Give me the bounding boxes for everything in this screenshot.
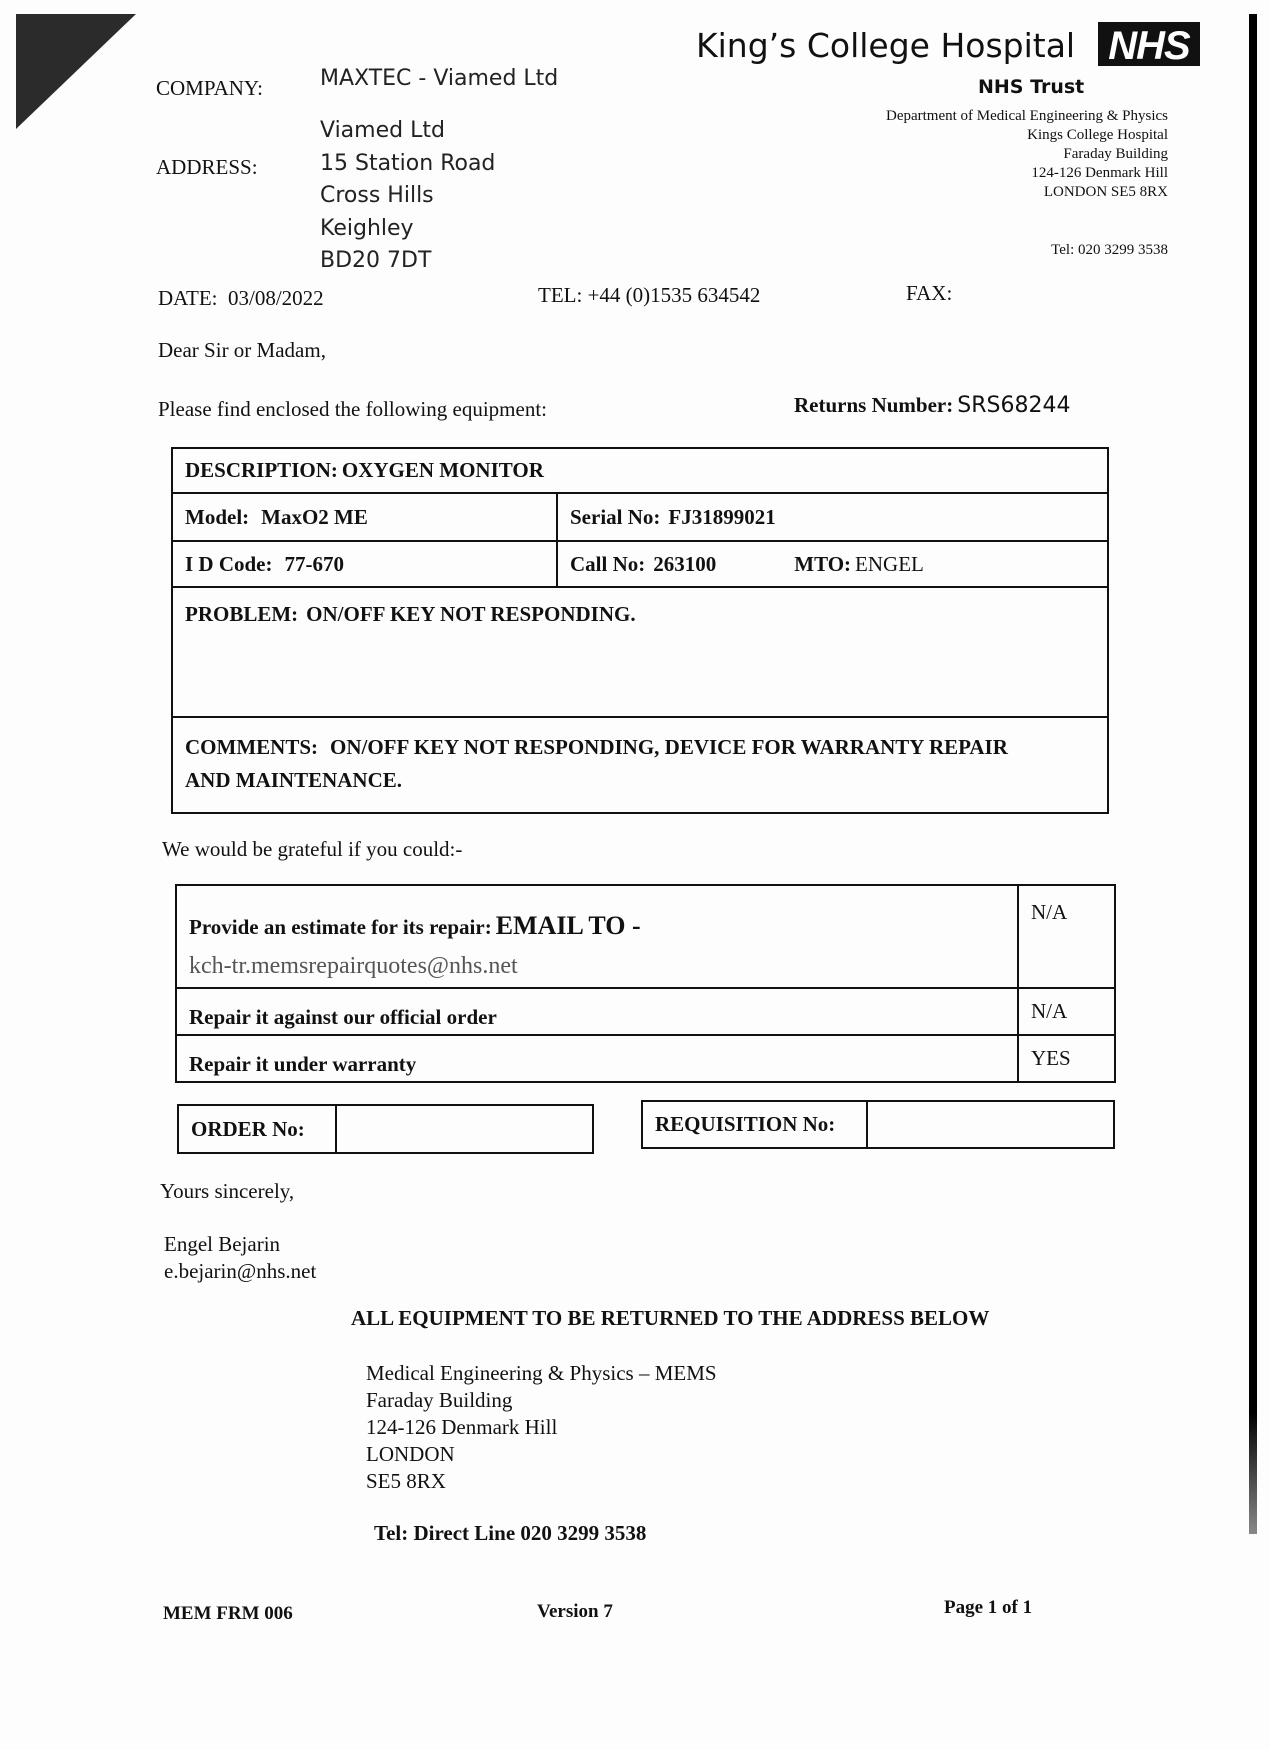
mto-label: MTO: xyxy=(794,551,852,576)
dept-line: 124-126 Denmark Hill xyxy=(1031,165,1168,181)
serial-value: FJ31899021 xyxy=(668,504,776,529)
department-address xyxy=(886,107,1168,202)
email-to-label: EMAIL TO - xyxy=(495,911,641,940)
problem-cell xyxy=(172,587,1108,717)
id-code-cell xyxy=(172,541,557,587)
repair-option-value: YES xyxy=(1018,1035,1115,1082)
hospital-name: King’s College Hospital xyxy=(696,26,1076,65)
repair-options-table xyxy=(175,884,1116,1083)
mto-value: ENGEL xyxy=(855,551,924,576)
page-indicator: Page 1 of 1 xyxy=(944,1597,1033,1618)
returns-number xyxy=(794,393,1070,418)
requisition-number-label: REQUISITION No: xyxy=(643,1102,868,1147)
fax-label: FAX: xyxy=(906,281,953,305)
address-label: ADDRESS: xyxy=(156,155,258,179)
id-code-value: 77-670 xyxy=(284,551,344,576)
comments-value-cont: AND MAINTENANCE. xyxy=(185,768,403,792)
company-value: MAXTEC - Viamed Ltd xyxy=(320,66,559,91)
return-address-block xyxy=(366,1360,717,1495)
dept-line: Kings College Hospital xyxy=(1027,127,1168,143)
address-line: Cross Hills xyxy=(320,183,434,208)
return-tel: Tel: Direct Line 020 3299 3538 xyxy=(374,1521,647,1545)
description-value: OXYGEN MONITOR xyxy=(341,458,544,482)
date-field xyxy=(158,286,324,311)
comments-value: ON/OFF KEY NOT RESPONDING, DEVICE FOR WARRANTY REPAIR xyxy=(330,735,1008,759)
repair-option-row xyxy=(176,885,1018,988)
call-mto-cell xyxy=(557,541,1108,587)
trust-name: NHS Trust xyxy=(978,76,1085,98)
call-value: 263100 xyxy=(653,551,717,576)
order-number-box xyxy=(177,1104,594,1154)
call-label: Call No: xyxy=(570,551,646,576)
address-block xyxy=(320,115,495,278)
form-version: Version 7 xyxy=(537,1601,613,1622)
return-address-line: 124-126 Denmark Hill xyxy=(366,1415,558,1439)
return-address-line: LONDON xyxy=(366,1442,455,1466)
recipient-tel: TEL: +44 (0)1535 634542 xyxy=(538,283,761,307)
problem-label: PROBLEM: xyxy=(185,602,299,626)
returns-value: SRS68244 xyxy=(957,393,1071,418)
address-line: Viamed Ltd xyxy=(320,118,445,143)
problem-value: ON/OFF KEY NOT RESPONDING. xyxy=(306,602,636,626)
repair-option-row xyxy=(176,1035,1018,1082)
return-address-line: Faraday Building xyxy=(366,1388,513,1412)
return-address-line: SE5 8RX xyxy=(366,1469,446,1493)
scan-corner-mark xyxy=(16,14,136,129)
address-line: BD20 7DT xyxy=(320,248,432,273)
intro-text: Please find enclosed the following equipment: xyxy=(158,397,547,421)
model-cell xyxy=(172,493,557,541)
model-value: MaxO2 ME xyxy=(261,504,368,529)
repair-option-row xyxy=(176,988,1018,1035)
order-number-label: ORDER No: xyxy=(179,1106,337,1152)
requisition-number-box xyxy=(641,1100,1115,1149)
comments-label: COMMENTS: xyxy=(185,735,318,759)
date-value: 03/08/2022 xyxy=(228,286,324,310)
order-number-field[interactable] xyxy=(337,1106,592,1152)
form-code: MEM FRM 006 xyxy=(163,1603,293,1624)
repair-option-label: Repair it under warranty xyxy=(189,1052,417,1076)
signer-email[interactable]: e.bejarin@nhs.net xyxy=(164,1259,317,1283)
return-address-line: Medical Engineering & Physics – MEMS xyxy=(366,1361,717,1385)
repair-option-label: Repair it against our official order xyxy=(189,1005,497,1029)
id-code-label: I D Code: xyxy=(185,551,273,576)
quotes-email-link[interactable]: kch-tr.memsrepairquotes@nhs.net xyxy=(189,953,518,979)
model-label: Model: xyxy=(185,504,250,529)
serial-cell xyxy=(557,493,1108,541)
nhs-logo-icon: NHS xyxy=(1098,22,1200,66)
return-heading: ALL EQUIPMENT TO BE RETURNED TO THE ADDRESS BELOW xyxy=(351,1306,990,1330)
requisition-number-field[interactable] xyxy=(868,1102,1113,1147)
scan-edge-bar xyxy=(1249,14,1257,1534)
serial-label: Serial No: xyxy=(570,504,661,529)
date-label: DATE: xyxy=(158,286,218,310)
repair-option-label: Provide an estimate for its repair: xyxy=(189,915,492,939)
equipment-table xyxy=(171,447,1109,814)
signer-name: Engel Bejarin xyxy=(164,1232,281,1256)
address-line: Keighley xyxy=(320,215,414,241)
dept-line: Department of Medical Engineering & Physics xyxy=(885,108,1168,124)
dept-line: LONDON SE5 8RX xyxy=(1043,184,1168,200)
department-tel: Tel: 020 3299 3538 xyxy=(1051,242,1168,258)
returns-label: Returns Number: xyxy=(794,393,954,417)
description-label: DESCRIPTION: xyxy=(185,458,338,482)
address-line: 15 Station Road xyxy=(320,150,496,176)
comments-cell xyxy=(172,717,1108,813)
grateful-text: We would be grateful if you could:- xyxy=(162,837,463,861)
salutation: Dear Sir or Madam, xyxy=(158,338,326,362)
description-cell xyxy=(172,448,1108,493)
dept-line: Faraday Building xyxy=(1063,146,1168,162)
closing: Yours sincerely, xyxy=(160,1179,295,1203)
repair-option-value: N/A xyxy=(1018,988,1115,1035)
company-label: COMPANY: xyxy=(156,76,263,100)
repair-option-value: N/A xyxy=(1018,885,1115,988)
